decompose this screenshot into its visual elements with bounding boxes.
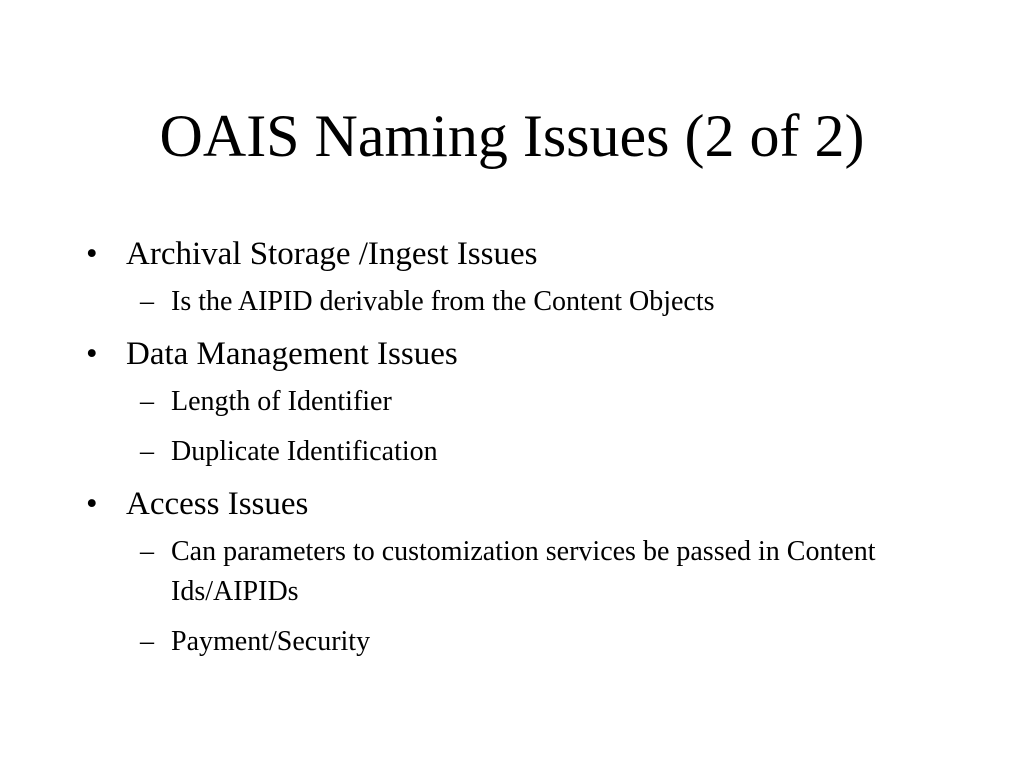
sub-item-label: Duplicate Identification xyxy=(171,436,438,467)
bullet-label: Access Issues xyxy=(126,486,309,522)
sub-item xyxy=(0,282,1024,322)
sub-item-label: Length of Identifier xyxy=(171,386,392,417)
bullet-item xyxy=(0,482,1024,662)
sub-item-label: Is the AIPID derivable from the Content Objects xyxy=(171,286,715,317)
sub-item xyxy=(0,532,1024,612)
sub-list xyxy=(126,382,1024,472)
bullet-icon: • xyxy=(86,336,98,372)
bullet-list xyxy=(0,232,1024,672)
dash-icon: – xyxy=(140,286,154,317)
sub-item xyxy=(0,432,1024,472)
dash-icon: – xyxy=(140,626,154,657)
dash-icon: – xyxy=(140,436,154,467)
sub-item-label: Payment/Security xyxy=(171,626,371,657)
dash-icon: – xyxy=(140,536,154,567)
bullet-icon: • xyxy=(86,486,98,522)
sub-list xyxy=(126,532,1024,662)
bullet-item xyxy=(0,332,1024,472)
sub-item xyxy=(0,382,1024,422)
bullet-label: Data Management Issues xyxy=(126,336,458,372)
sub-item xyxy=(0,622,1024,662)
sub-item-label: Can parameters to customization services be passed in Content Ids/AIPIDs xyxy=(171,536,876,607)
sub-list xyxy=(126,282,1024,322)
slide-title: OAIS Naming Issues (2 of 2) xyxy=(159,103,865,169)
dash-icon: – xyxy=(140,386,154,417)
bullet-label: Archival Storage /Ingest Issues xyxy=(126,236,538,272)
bullet-item xyxy=(0,232,1024,322)
bullet-icon: • xyxy=(86,236,98,272)
